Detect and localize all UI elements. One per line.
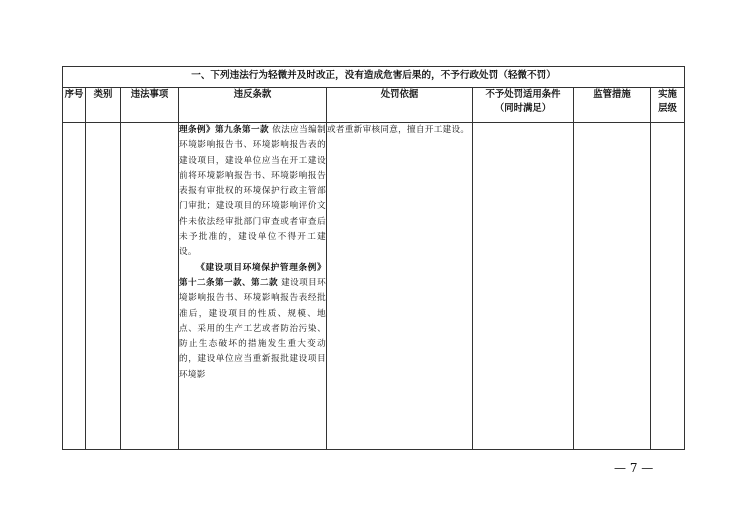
- cell-basis: 或者重新审核同意，擅自开工建设。: [327, 123, 473, 450]
- header-category: 类别: [86, 88, 121, 123]
- page-number: — 7 —: [614, 461, 654, 475]
- header-measures: 监管措施: [574, 88, 651, 123]
- header-level-line2: 层级: [658, 103, 677, 114]
- clause-paragraph-1: [179, 123, 326, 261]
- penalty-table: [62, 66, 685, 450]
- cell-level: [651, 123, 685, 450]
- header-seq: 序号: [63, 88, 86, 123]
- header-level: [651, 88, 685, 123]
- cell-conditions: [473, 123, 574, 450]
- header-item: 违法事项: [121, 88, 179, 123]
- clause-paragraph-2: [179, 261, 326, 383]
- header-basis: 处罚依据: [327, 88, 473, 123]
- header-conditions: [473, 88, 574, 123]
- cell-clause: [179, 123, 327, 450]
- clause-1-text: 依法应当编制环境影响报告书、环境影响报告表的建设项目，建设单位应当在开工建设前将环境影响报告书、环境影响报告表报有审批权的环境保护行政主管部门审批；建设项目的环境影响评价文件未依法经审批部门审查或者审查后未予批准的，建设单位不得开工建设。: [179, 125, 326, 258]
- table-title: 一、下列违法行为轻微并及时改正，没有造成危害后果的，不予行政处罚（轻微不罚）: [63, 67, 685, 88]
- header-conditions-line1: 不予处罚适用条件: [485, 89, 561, 100]
- cell-seq: [63, 123, 86, 450]
- clause-1-reference: 理条例》第九条第一款: [179, 125, 269, 135]
- cell-measures: [574, 123, 651, 450]
- cell-item: [121, 123, 179, 450]
- clause-2-reference: 《建设项目环境保护管理条例》第十二条第一款、第二款: [179, 262, 326, 288]
- header-clause: 违反条款: [179, 88, 327, 123]
- header-conditions-line2: （同时满足）: [494, 103, 552, 114]
- clause-2-text: 建设项目环境影响报告书、环境影响报告表经批准后，建设项目的性质、规模、地点、采用的生产工艺或者防治污染、防止生态破坏的措施发生重大变动的，建设单位应当重新报批建设项目环境影: [179, 277, 326, 380]
- table-row: [63, 123, 685, 450]
- header-level-line1: 实施: [658, 89, 677, 100]
- cell-category: [86, 123, 121, 450]
